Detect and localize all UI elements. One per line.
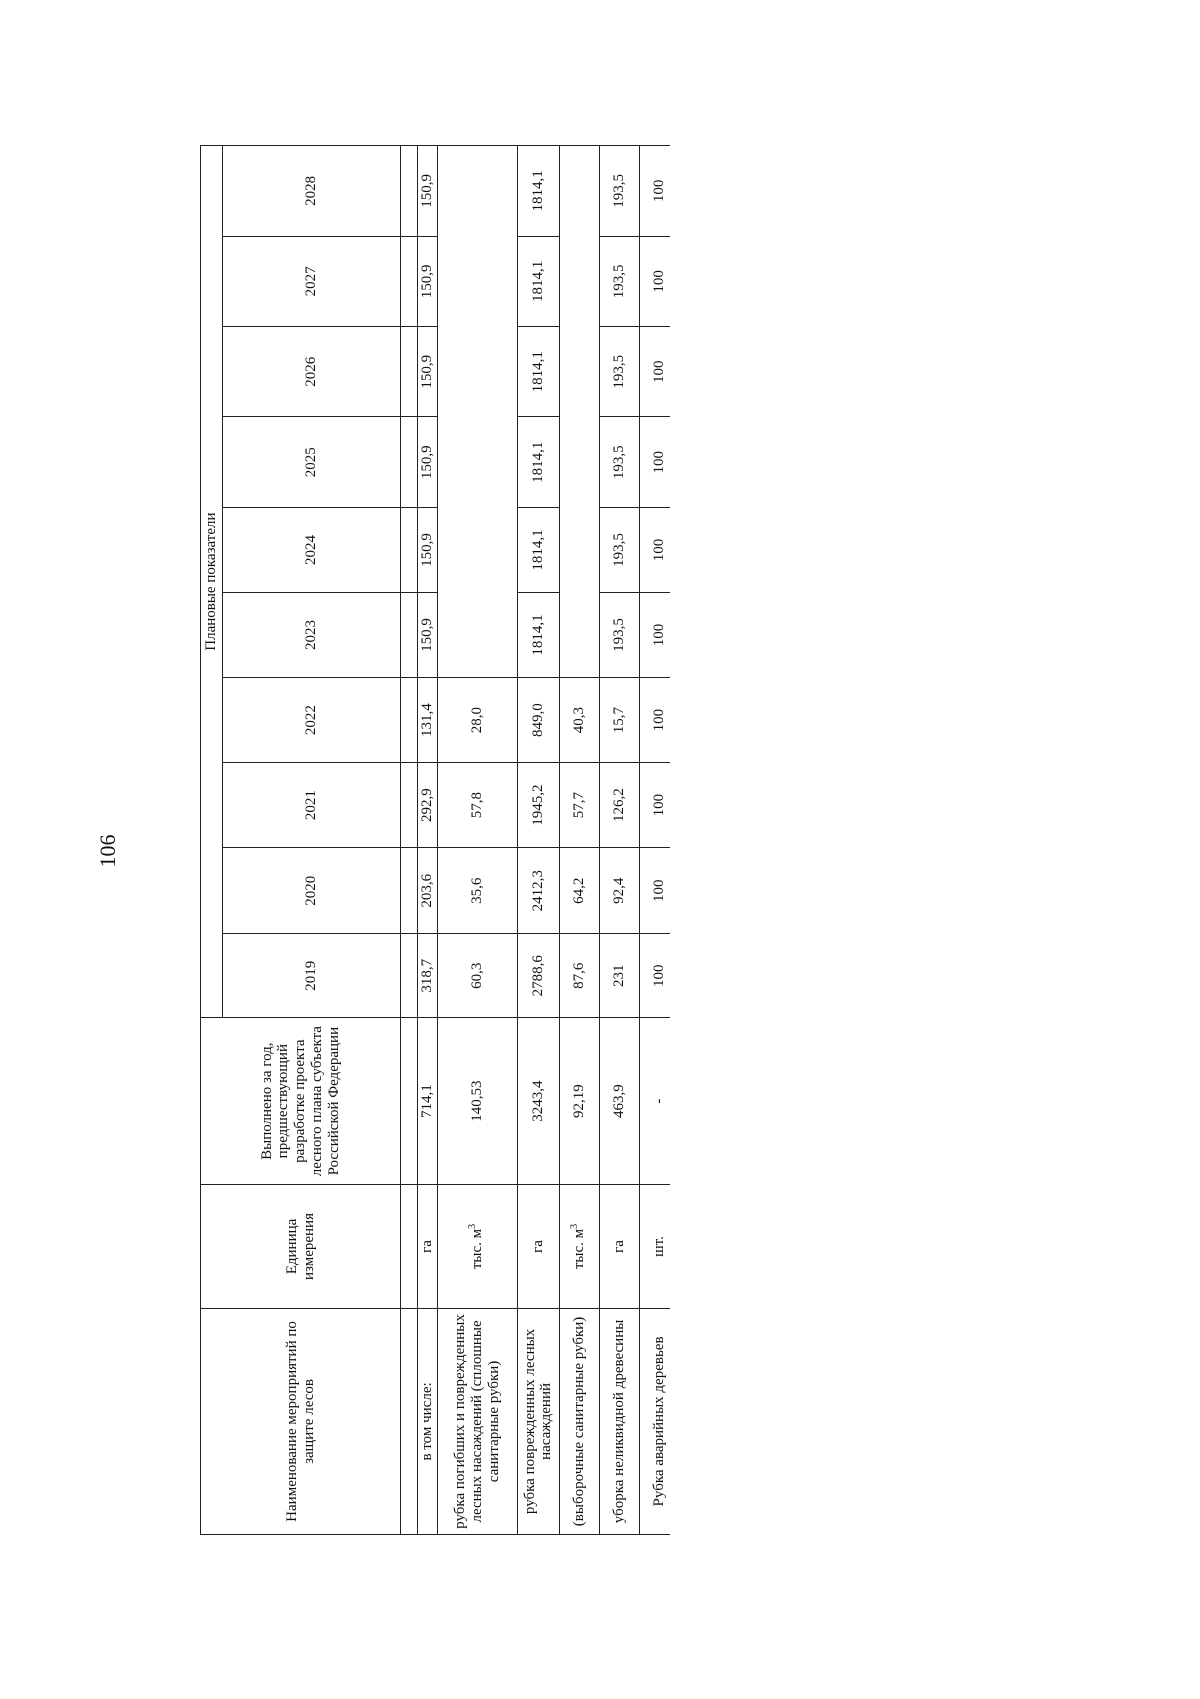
unit-superscript: 3: [466, 1223, 478, 1229]
cell-value: 2412,3: [517, 848, 559, 934]
cell-value: 1814,1: [517, 146, 559, 237]
row-unit: [437, 1185, 517, 1309]
cell-value: 100: [639, 763, 670, 848]
row-name: рубка погибших и поврежденных лесных насаждений (сплошные санитарные рубки): [437, 1308, 517, 1534]
cell-value: 87,6: [559, 934, 599, 1018]
table-row: [517, 146, 559, 1535]
unit-text: га: [529, 1240, 546, 1253]
cell-value: 64,2: [559, 848, 599, 934]
row-done: 140,53: [437, 1018, 517, 1185]
cell-value: 193,5: [599, 236, 639, 326]
row-done: -: [639, 1018, 670, 1185]
cell-empty: [437, 146, 517, 678]
row-name: Рубка аварийных деревьев: [639, 1308, 670, 1534]
row-unit: [599, 1185, 639, 1309]
cell-value: 100: [639, 848, 670, 934]
column-number: [401, 592, 418, 677]
cell-value: 193,5: [599, 592, 639, 677]
column-number: [401, 678, 418, 763]
cell-value: 100: [639, 592, 670, 677]
header-done: Выполнено за год, предшествующий разработке проекта лесного плана субъекта Российской Федерации: [201, 1018, 401, 1185]
header-year: 2026: [223, 327, 401, 417]
header-year: 2028: [223, 146, 401, 237]
cell-value: 131,4: [418, 678, 438, 763]
unit-text: га: [419, 1240, 435, 1253]
row-unit: [418, 1185, 438, 1309]
cell-value: 92,4: [599, 848, 639, 934]
header-year: 2022: [223, 678, 401, 763]
row-name: рубка поврежденных лесных насаждений: [517, 1308, 559, 1534]
header-plan-group: Плановые показатели: [201, 146, 223, 1018]
header-name: Наименование мероприятий по защите лесов: [201, 1308, 401, 1534]
unit-text: га: [610, 1240, 627, 1253]
column-number: [401, 934, 418, 1018]
column-number: [401, 417, 418, 507]
row-name: уборка неликвидной древесины: [599, 1308, 639, 1534]
header-year: 2019: [223, 934, 401, 1018]
cell-value: 57,7: [559, 763, 599, 848]
column-number: [401, 1185, 418, 1309]
column-number: [401, 236, 418, 326]
cell-value: 1814,1: [517, 327, 559, 417]
cell-value: 150,9: [418, 592, 438, 677]
unit-superscript: 3: [568, 1223, 580, 1229]
header-year: 2024: [223, 507, 401, 592]
cell-value: 1945,2: [517, 763, 559, 848]
cell-value: 100: [639, 327, 670, 417]
cell-value: 849,0: [517, 678, 559, 763]
cell-value: 100: [639, 146, 670, 237]
cell-value: 203,6: [418, 848, 438, 934]
cell-value: 150,9: [418, 146, 438, 237]
cell-value: 150,9: [418, 327, 438, 417]
unit-text: тыс. м: [570, 1228, 587, 1270]
unit-text: тыс. м: [468, 1228, 485, 1270]
header-unit: Единица измерения: [201, 1185, 401, 1309]
cell-value: 100: [639, 417, 670, 507]
cell-value: 1814,1: [517, 417, 559, 507]
header-year: 2020: [223, 848, 401, 934]
table-row: [418, 146, 438, 1535]
table-row: [559, 146, 599, 1535]
cell-value: 1814,1: [517, 236, 559, 326]
cell-value: 2788,6: [517, 934, 559, 1018]
cell-value: 35,6: [437, 848, 517, 934]
cell-value: 28,0: [437, 678, 517, 763]
column-number: [401, 507, 418, 592]
cell-value: 100: [639, 678, 670, 763]
header-year: 2021: [223, 763, 401, 848]
row-name: в том числе:: [418, 1308, 438, 1534]
row-unit: [517, 1185, 559, 1309]
cell-value: 193,5: [599, 417, 639, 507]
header-year: 2027: [223, 236, 401, 326]
cell-value: 150,9: [418, 507, 438, 592]
row-unit: [639, 1185, 670, 1309]
unit-text: шт.: [650, 1236, 667, 1257]
row-name: (выборочные санитарные рубки): [559, 1308, 599, 1534]
cell-value: 318,7: [418, 934, 438, 1018]
rotated-table-wrapper: [200, 145, 670, 1535]
cell-value: 231: [599, 934, 639, 1018]
row-done: 92,19: [559, 1018, 599, 1185]
row-done: 714,1: [418, 1018, 438, 1185]
cell-value: 193,5: [599, 327, 639, 417]
cell-value: 57,8: [437, 763, 517, 848]
cell-value: 15,7: [599, 678, 639, 763]
cell-empty: [559, 146, 599, 678]
cell-value: 60,3: [437, 934, 517, 1018]
column-number: [401, 763, 418, 848]
header-year: 2025: [223, 417, 401, 507]
column-number: [401, 848, 418, 934]
forest-protection-table: [200, 145, 670, 1535]
table-row: [437, 146, 517, 1535]
cell-value: 100: [639, 934, 670, 1018]
cell-value: 1814,1: [517, 507, 559, 592]
cell-value: 193,5: [599, 507, 639, 592]
cell-value: 292,9: [418, 763, 438, 848]
cell-value: 150,9: [418, 236, 438, 326]
table-row: [639, 146, 670, 1535]
column-number: [401, 1308, 418, 1534]
page-number: 106: [95, 834, 120, 868]
row-done: 3243,4: [517, 1018, 559, 1185]
column-number: [401, 146, 418, 237]
row-unit: [559, 1185, 599, 1309]
column-number-row: [401, 146, 418, 1535]
table-row: [599, 146, 639, 1535]
row-done: 463,9: [599, 1018, 639, 1185]
header-year: 2023: [223, 592, 401, 677]
cell-value: 100: [639, 507, 670, 592]
cell-value: 126,2: [599, 763, 639, 848]
table-frame: [200, 145, 670, 1535]
cell-value: 193,5: [599, 146, 639, 237]
cell-value: 150,9: [418, 417, 438, 507]
cell-value: 1814,1: [517, 592, 559, 677]
cell-value: 40,3: [559, 678, 599, 763]
cell-value: 100: [639, 236, 670, 326]
column-number: [401, 1018, 418, 1185]
column-number: [401, 327, 418, 417]
